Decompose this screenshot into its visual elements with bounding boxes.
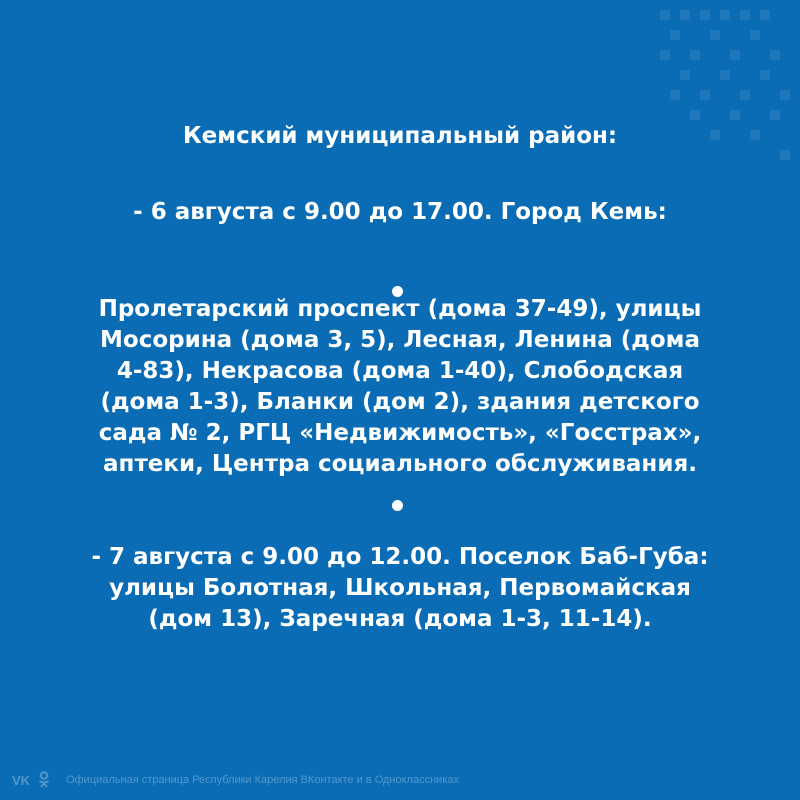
bullet-dot-bottom (392, 500, 403, 511)
bab-guba-line-3: (дом 13), Заречная (дома 1-3, 11-14). (148, 606, 652, 632)
kem-streets-line-2: Мосорина (дома 3, 5), Лесная, Ленина (дома (100, 327, 700, 353)
footer (12, 770, 459, 790)
date-kem-line: - 6 августа с 9.00 до 17.00. Город Кемь: (133, 199, 667, 225)
kem-streets-line-3: 4-83), Некрасова (дома 1-40), Слободская (116, 358, 684, 384)
kem-streets-line-5: сада № 2, РГЦ «Недвижимость», «Госстрах», (98, 420, 702, 446)
footer-text: Официальная страница Республики Карелия ВКонтакте и в Одноклассниках (66, 774, 459, 786)
kem-streets-line-4: (дома 1-3), Бланки (дом 2), здания детского (100, 389, 700, 415)
kem-streets-line-1: Пролетарский проспект (дома 37-49), улицы (98, 296, 702, 322)
bab-guba-paragraph (0, 542, 800, 635)
ok-icon (38, 771, 50, 789)
kem-streets-line-6: аптеки, Центра социального обслуживания. (103, 451, 697, 477)
bab-guba-line-2: улицы Болотная, Школьная, Первомайская (109, 575, 691, 601)
kem-streets-paragraph (0, 294, 800, 480)
district-heading: Кемский муниципальный район: (182, 123, 618, 149)
bab-guba-line-1: - 7 августа с 9.00 до 12.00. Поселок Баб-Губа: (91, 544, 709, 570)
vk-icon: VK (12, 772, 31, 788)
